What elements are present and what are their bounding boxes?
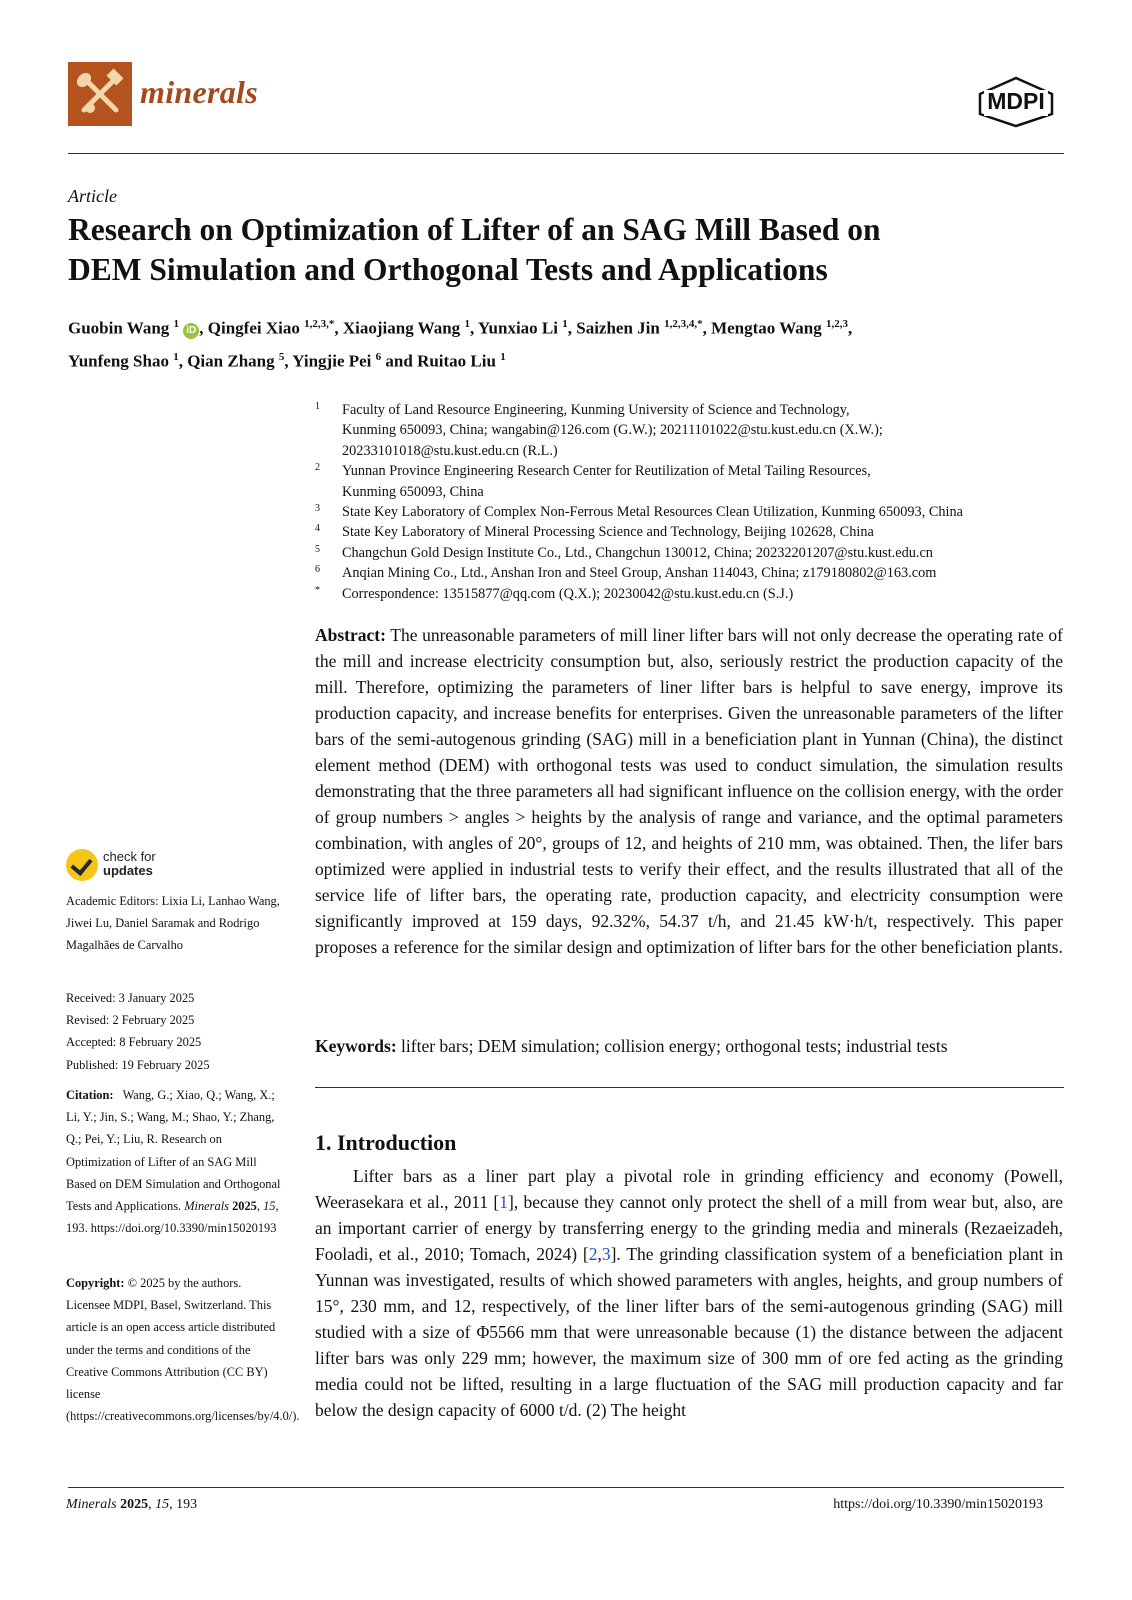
affiliation-line: Changchun Gold Design Institute Co., Ltd., Changchun 130012, China; 20232201207@stu.kust.edu.cn xyxy=(342,544,933,561)
keywords xyxy=(315,1033,1075,1059)
copyright-notice xyxy=(66,1272,300,1427)
author-affiliation-marker: 1 xyxy=(562,318,568,330)
author-name[interactable]: Yunfeng Shao xyxy=(68,351,174,371)
citation-label: Citation: xyxy=(66,1088,114,1102)
author-name[interactable]: Yunxiao Li xyxy=(477,318,563,338)
article-type: Article xyxy=(68,186,117,206)
author-affiliation-marker: 1,2,3 xyxy=(826,318,849,330)
author-list: Guobin Wang $^1$ iD , Qingfei Xiao $^{1,2,3,*}$, Xiaojiang Wang $^1$, Yunxiao Li $^1$, Saizhen Jin $^{1,2,3,4,*}$, Mengtao Wang $^{1,2,3}$, Yunfeng Shao $^1$, Qian Zhang $^5$, Yingjie Pei $^6$ and Ruitao Liu $^1$ xyxy=(68,318,853,371)
citation-volume: 15 xyxy=(263,1199,276,1214)
affiliation-number: 6 xyxy=(315,564,320,576)
affiliation-line: Kunming 650093, China; wangabin@126.com (G.W.); 20211101022@stu.kust.edu.cn (X.W.); xyxy=(342,422,883,439)
date-line: Published: 19 February 2025 xyxy=(66,1057,210,1072)
orcid-icon[interactable]: iD xyxy=(183,323,199,339)
affiliation-number: 5 xyxy=(315,543,320,555)
academic-editors xyxy=(66,890,286,957)
keywords-label: Keywords: xyxy=(315,1036,397,1056)
author-name[interactable]: Qingfei Xiao xyxy=(207,318,305,338)
affiliation-item xyxy=(315,400,1075,461)
title-line-1: Research on Optimization of Lifter of an SAG Mill Based on xyxy=(68,212,881,247)
abstract xyxy=(315,622,1063,960)
footer-journal: Minerals xyxy=(66,1497,117,1512)
mdpi-logo[interactable] xyxy=(976,76,1056,128)
author-name[interactable]: Ruitao Liu xyxy=(417,351,501,371)
affiliation-line: Correspondence: 13515877@qq.com (Q.X.); 20230042@stu.kust.edu.cn (S.J.) xyxy=(342,585,794,602)
affiliation-line: Faculty of Land Resource Engineering, Kunming University of Science and Technology, xyxy=(342,402,850,418)
affiliation-line: Yunnan Province Engineering Research Center for Reutilization of Metal Tailing Resources, xyxy=(342,463,871,480)
footer-year: 2025 xyxy=(120,1497,149,1512)
footer-journal-ref: Minerals 2025, 15, 193 xyxy=(66,1497,198,1512)
affiliation-line: Kunming 650093, China xyxy=(342,483,484,500)
date-line: Accepted: 8 February 2025 xyxy=(66,1035,202,1050)
author-affiliation-marker: 6 xyxy=(375,350,382,363)
intro-text: Lifter bars as a liner part play a pivotal role in grinding efficiency and economy (Powell, Weerasekara et al., 2011 [ xyxy=(315,1166,1063,1212)
citation-text: Wang, G.; Xiao, Q.; Wang, X.; Li, Y.; Jin, S.; Wang, M.; Shao, Y.; Zhang, Q.; Pei, Y.; Liu, R. Research on Optimization of Lifter of an SAG Mill Based on DEM Simulation and Orthogonal Tests and Applications. xyxy=(66,1088,281,1214)
keywords-text: lifter bars; DEM simulation; collision energy; orthogonal tests; industrial tests xyxy=(401,1036,948,1056)
date-line: Received: 3 January 2025 xyxy=(66,991,195,1005)
citation-year: 2025 xyxy=(232,1199,257,1214)
journal-logo-icon xyxy=(68,62,132,126)
affiliation-item xyxy=(315,461,1075,502)
intro-text: ]. The grinding classification system of a beneficiation plant in Yunnan was investigated, results of which showed parameters with angles, heights, and group numbers of 15°, 230 mm, and 12, respectively, of the liner lifter bars of the semi-autogenous grinding (SAG) mill studied with a size of Φ5566 mm that were unreasonable because (1) the distance between the adjacent lifter bars was only 229 mm; however, the maximum size of 300 mm of ore fed acting as the grinding media could not be lifted, resulting in a large fluctuation of the SAG mill production capacity and far below the design capacity of 6000 t/d. (2) The height xyxy=(315,1244,1063,1420)
affiliation-line: Anqian Mining Co., Ltd., Anshan Iron and Steel Group, Anshan 114043, China; z179180802@163.com xyxy=(342,565,937,582)
publication-dates xyxy=(66,987,286,1076)
copyright-label: Copyright: xyxy=(66,1276,125,1290)
author-name[interactable]: Guobin Wang xyxy=(68,318,174,338)
footer-doi-link[interactable]: https://doi.org/10.3390/min15020193 xyxy=(833,1497,1043,1512)
author-name[interactable]: Mengtao Wang xyxy=(711,318,827,338)
author-affiliation-marker: 1 xyxy=(500,350,506,363)
citation-link[interactable]: 1 xyxy=(499,1192,509,1212)
header-divider xyxy=(68,153,1064,154)
author-affiliation-marker: 1,2,3,4,* xyxy=(664,318,703,330)
footer-page: , 193 xyxy=(169,1497,198,1512)
affiliation-line: 20233101018@stu.kust.edu.cn (R.L.) xyxy=(342,442,558,459)
article-title xyxy=(68,210,1068,290)
citation: Citation: Wang, G.; Xiao, Q.; Wang, X.; Li, Y.; Jin, S.; Wang, M.; Shao, Y.; Zhang, Q.; Pei, Y.; Liu, R. Research on Optimization of Lifter of an SAG Mill Based on DEM Simulation and Orthogonal Tests and Applications. Minerals 2025, 15, 193. https://doi.org/10.3390/min15020193 xyxy=(66,1088,281,1236)
affiliation-item xyxy=(315,543,1075,563)
affiliation-number: 2 xyxy=(315,462,320,474)
section-heading-introduction: 1. Introduction xyxy=(315,1130,457,1155)
author-affiliation-marker: 1,2,3,* xyxy=(304,318,335,330)
mdpi-logo-text: MDPI xyxy=(987,88,1045,114)
abstract-divider xyxy=(315,1087,1064,1088)
footer-volume: 15 xyxy=(155,1497,170,1512)
date-line: Revised: 2 February 2025 xyxy=(66,1013,195,1028)
check-for-updates-label-bold[interactable]: updates xyxy=(103,863,153,878)
author-name[interactable]: Yingjie Pei xyxy=(292,351,376,371)
footer-divider xyxy=(68,1487,1064,1488)
affiliation-number: * xyxy=(315,584,320,596)
citation-link[interactable]: 3 xyxy=(601,1244,611,1264)
affiliation-line: State Key Laboratory of Mineral Processing Science and Technology, Beijing 102628, China xyxy=(342,524,874,541)
author-name[interactable]: Saizhen Jin xyxy=(576,318,665,338)
journal-name: minerals xyxy=(140,74,258,110)
affiliations xyxy=(315,400,1075,604)
affiliation-item xyxy=(315,502,1075,522)
author-affiliation-marker: 5 xyxy=(278,350,285,363)
affiliation-item xyxy=(315,563,1075,583)
affiliation-item xyxy=(315,522,1075,542)
title-line-2: DEM Simulation and Orthogonal Tests and Applications xyxy=(68,252,828,287)
author-affiliation-marker: 1 xyxy=(173,318,180,330)
author-affiliation-marker: 1 xyxy=(173,350,179,363)
check-for-updates-icon[interactable] xyxy=(66,849,98,881)
abstract-label: Abstract: xyxy=(315,625,386,645)
introduction-paragraph xyxy=(315,1163,1063,1423)
citation-link[interactable]: 2 xyxy=(588,1244,598,1264)
affiliation-line: State Key Laboratory of Complex Non-Ferrous Metal Resources Clean Utilization, Kunming 650093, China xyxy=(342,504,963,521)
affiliation-number: 1 xyxy=(315,401,320,412)
citation-doi[interactable]: , 193. https://doi.org/10.3390/min15020193 xyxy=(66,1199,279,1236)
copyright-text: © 2025 by the authors. Licensee MDPI, Basel, Switzerland. This article is an open access article distributed under the terms and conditions of the Creative Commons Attribution (CC BY) license (https://creativecommons.org/licenses/by/4.0/). xyxy=(66,1276,300,1424)
author-name[interactable]: Qian Zhang xyxy=(187,351,279,371)
affiliation-item xyxy=(315,584,1075,604)
abstract-text: The unreasonable parameters of mill liner lifter bars will not only decrease the operating rate of the mill and increase electricity consumption but, also, seriously restrict the production capacity of the mill. Therefore, optimizing the parameters of liner lifter bars is helpful to save energy, improve its production capacity, and increase benefits for enterprises. Given the unreasonable parameters of the lifter bars of the semi-autogenous grinding (SAG) mill in a beneficiation plant in Yunnan (China), the distinct element method (DEM) with orthogonal tests was used to conduct simulation, the simulation results demonstrating that the three parameters all had significant influence on the collision energy, with the order of group numbers > angles > heights by the analysis of range and variance, and the optimal parameters combination, with angles of 20°, groups of 12, and heights of 210 mm, was obtained. Then, the lifer bars optimized were applied in industrial tests to verify their effect, and the results illustrated that all of the service life of lifter bars, the operating rate, production capacity, and electricity consumption were significantly improved at 159 days, 92.32%, 54.37 t/h, and 21.45 kW·h/t, respectively. This paper proposes a reference for the similar design and optimization of lifter bars for the other beneficiation plants. xyxy=(315,625,1063,957)
intro-text: , xyxy=(597,1244,602,1264)
affiliation-number: 4 xyxy=(315,523,320,535)
affiliation-number: 3 xyxy=(315,503,320,515)
author-name[interactable]: Xiaojiang Wang xyxy=(342,318,465,338)
intro-text: ], because they cannot only protect the shell of a mill from wear but, also, are an important carrier of energy by transferring energy to the grinding media and minerals (Rezaeizadeh, Fooladi, et al., 2010; Tomach, 2024) [ xyxy=(315,1192,1063,1264)
editors-text: Lixia Li, Lanhao Wang, Jiwei Lu, Daniel Saramak and Rodrigo Magalhães de Carvalho xyxy=(66,894,280,953)
citation-journal: Minerals xyxy=(184,1199,229,1214)
editors-label: Academic Editors: xyxy=(66,894,159,908)
author-affiliation-marker: 1 xyxy=(464,318,470,330)
check-for-updates-label[interactable]: check for xyxy=(103,849,156,864)
